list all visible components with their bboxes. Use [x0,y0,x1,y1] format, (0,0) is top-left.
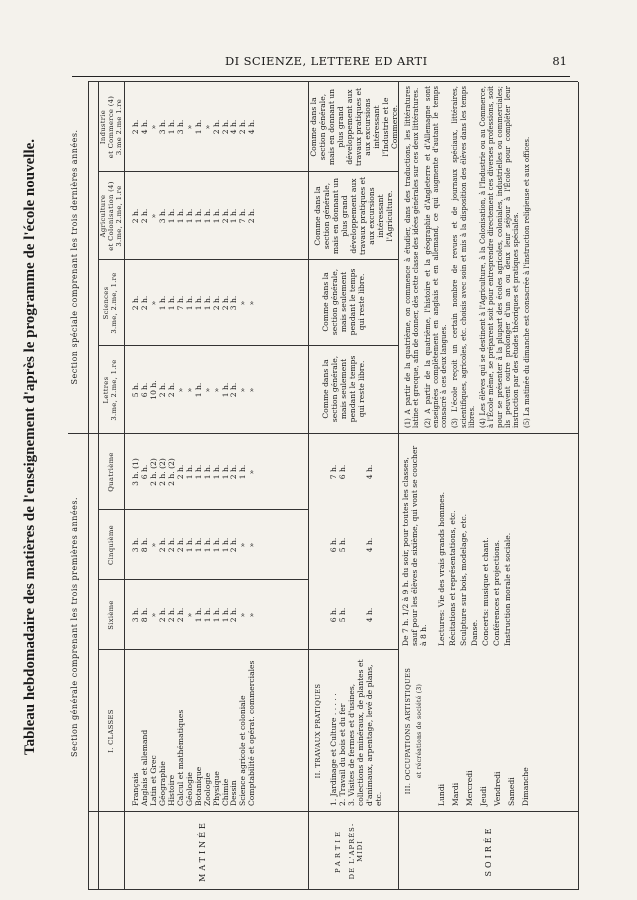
hours-cell: 2 h. [131,295,140,311]
col-header-agriculture-years: 3.me, 2.me, 1.re [115,185,124,247]
hours-cell: 1 h. [193,607,203,623]
col-header-cinquieme: Cinquième [107,525,115,565]
page-number: 81 [552,54,567,68]
hours-cell: 4 h. [139,119,149,135]
travaux-sixieme-1: 6 h. [329,607,338,623]
hours-cell: 2 h. [175,464,185,480]
activity-row: Danse. [469,619,479,646]
hours-cell: 3 h. [157,119,167,135]
industrie-hours [132,82,257,172]
footnote: (2) A partir de la quatrième, l'histoire et la géographie d'Angleterre et d'Allemagne sont enseignées complètement en anglais et en allemand, ce qui augmente d'autant le temps consacré à ces deux langues. [423,86,448,428]
day-row: Mardi [450,782,460,806]
subject-list [132,654,257,806]
hours-cell: 1 h. [184,537,194,553]
hours-cell: 2 h. [220,119,230,135]
activity-list [438,440,515,646]
hours-cell: 1 h. [193,537,203,553]
hours-cell: » [202,124,212,130]
hours-cell: 2 h. [166,382,176,398]
agriculture-hours [132,172,257,260]
hours-cell: 1 h. [202,607,212,623]
travaux-sixieme-2: 5 h. [337,607,347,623]
subject-row: Calcul et mathématiques [175,709,185,806]
footnote: (4) Les élèves qui se destinent à l'Agriculture, à la Colonisation, à l'Industrie ou au Commerce, à l'École même, se préparent soit pour entreprendre directement ces diverses professions, soit pour se présenter à la plupart des écoles agricoles, coloniales, industrielles ou commerciales; ils peuvent outre prolonger d'un an ou deux leur séjour à l'École pour compléter leur instruction par des études théoriques et pratiques spéciales. [479,86,520,428]
hours-cell: » [184,612,194,618]
travaux-cinquieme [330,510,375,580]
hours-cell: 2 h. [166,607,176,623]
hours-cell: 1 h. [211,537,221,553]
hours-cell: 1 h. [184,295,194,311]
row-divider-2 [398,82,399,890]
hours-cell: 1 h. [220,607,230,623]
hours-cell: 10 h. [148,380,158,400]
hours-cell: » [148,213,158,219]
occupations-subheading: et récréations de société (3) [416,683,423,779]
hours-cell: 3 h. [131,537,140,553]
hours-cell: 2 h. [247,208,257,224]
hours-cell: 3 h. [229,295,239,311]
travaux-quatrieme-1: 7 h. [329,464,338,480]
occupations-heading: III. OCCUPATIONS ARTISTIQUES [404,667,412,795]
cinquieme-hours [132,510,257,580]
hours-cell: 2 h. [157,537,167,553]
hours-cell: 2 h. [211,119,221,135]
hours-cell: 2 h. [238,119,248,135]
hours-cell: 1 h. [184,208,194,224]
footnote: (5) La matinée du dimanche est consacrée à l'instruction religieuse et aux offices. [523,136,532,428]
table-top-border [88,82,89,890]
travaux-cinquieme-2: 5 h. [337,537,347,553]
side-label-apres-midi: DE L'APRÈS-MIDI [348,822,365,880]
quatrieme-hours [132,434,257,510]
left-border [88,889,578,890]
footnote: (3) L'école reçoit un certain nombre de revues et de journaux spéciaux, littéraires, scientifiques, agricoles, etc. choisis avec soin et mis à la disposition des élèves dans les temps libres. [451,86,476,428]
hours-cell: 2 h. [175,537,185,553]
day-row: Jeudi [478,786,488,806]
table-title: Tableau hebdomadaire des matières de l'enseignement d'après le programme de l'école nouvelle. [22,138,38,756]
hours-cell: 5 h. [131,382,140,398]
day-row: Vendredi [492,771,502,806]
hours-cell: 1 h. [193,464,203,480]
hours-cell: 4 h. [247,119,257,135]
hours-cell: 1 h. [220,537,230,553]
activity-row: Récitations et représentations, etc. [447,510,457,646]
hours-cell: 1 h. [166,119,176,135]
col-header-industrie-title: Industrie [99,109,107,145]
header-bottom-line [124,82,125,890]
hours-cell: 2 h. [175,607,185,623]
col-header-lettres [102,346,118,434]
hours-cell: 2 h. [211,295,221,311]
hours-cell: 1 h. [166,208,176,224]
col-header-sixieme: Sixième [107,600,115,630]
hours-cell: 4 h. [229,119,239,135]
hours-cell: 2 h. [229,464,239,480]
day-row: Samedi [506,777,516,806]
hours-cell: 1 h. [220,464,230,480]
table-bottom-line [578,82,579,890]
travaux-agriculture: Comme dans la section générale, mais en donnant un plus grand développement aux travaux pratiques et aux excursions intéressant l'Agriculture. [313,176,394,256]
section-general-label: Section générale comprenant les trois premières années. [70,497,79,758]
hours-cell: 1 h. [193,382,203,398]
hours-cell: 2 h. [229,607,239,623]
hours-cell: » [247,612,257,618]
hours-cell: » [184,124,194,130]
col-header-lettres-years: 3.me, 2.me, 1.re [110,359,119,421]
hours-cell: 1 h. [211,208,221,224]
col-header-industrie-sub: et Commerce (4) [107,95,116,159]
hours-cell: » [148,124,158,130]
side-label-soiree: SOIRÉE [484,825,493,877]
travaux-cinquieme-3: 4 h. [364,537,374,553]
hours-cell: 3 h. [157,208,167,224]
subject-row: Zoologie [202,772,212,806]
hours-cell: 1 h. [166,295,176,311]
hours-cell: » [247,542,257,548]
travaux-item-2: 2. Travail du bois et du fer [337,703,347,806]
hours-cell: 2 h. [229,382,239,398]
hours-cell: 1 h. [175,208,185,224]
hours-cell: 3 h. [131,607,140,623]
hours-cell: » [184,387,194,393]
hours-cell: » [238,542,248,548]
travaux-sciences: Comme dans la section générale, mais seulement pendant le temps qui reste libre. [321,268,366,336]
col-header-quatrieme: Quatrième [107,452,115,492]
travaux-quatrieme-2: 6 h. [337,464,347,480]
hours-cell: 2 h. (2) [157,458,167,486]
activity-row: Conférences et projections. [491,539,501,646]
hours-cell: 1 h. [202,464,212,480]
activity-row: Instruction morale et sociale. [502,532,512,646]
col-header-industrie [99,82,123,172]
hours-cell: 1 h. [184,464,194,480]
schedule-note: De 7 h. 1/2 à 9 h. du soir, pour toutes les classes, sauf pour les élèves de sixième, qui vont se coucher à 8 h. [401,445,428,646]
travaux-cinquieme-1: 6 h. [329,537,338,553]
lettres-hours [132,346,257,434]
day-row: Dimanche [520,767,530,806]
hours-cell: 7 h. [175,295,185,311]
running-header [0,54,637,74]
hours-cell: » [247,469,257,475]
hours-cell: 7 h. [238,208,248,224]
hours-cell: 1 h. [193,119,203,135]
hours-cell: 6 h. [139,382,149,398]
col-header-lettres-title: Lettres [102,376,110,404]
hours-cell: 1 h. [202,537,212,553]
travaux-item-1: 1. Jardinage et Culture . . . . . [329,693,338,806]
subject-row: Chimie [220,778,230,806]
footnotes [404,86,535,428]
col-header-agriculture [99,172,123,260]
section-special-label: Section spéciale comprenant les trois dernières années. [70,129,79,385]
activity-row: Sculpture sur bois, modelage, etc. [458,513,468,646]
col-header-agriculture-sub: et Colonisation (4) [107,181,116,251]
day-row: Mercredi [464,770,474,806]
subject-row: Histoire [166,774,176,806]
hours-cell: 1 h. [202,295,212,311]
hours-cell: » [148,612,158,618]
hours-cell: 3 h. (1) [131,458,140,486]
subject-row: Physique [211,771,221,806]
subject-row: Français [131,772,140,806]
travaux-items [330,652,384,806]
hours-cell: 2 h. [131,208,140,224]
travaux-lettres: Comme dans la section générale, mais seulement pendant le temps qui reste libre. [321,355,366,423]
running-head: DI SCIENZE, LETTERE ED ARTI [225,54,428,68]
hours-cell: 1 h. [211,607,221,623]
hours-cell: 2 h. [166,537,176,553]
header-rule [72,76,570,77]
hours-cell: » [148,300,158,306]
rotated-table [22,82,578,882]
travaux-sixieme [330,580,375,650]
hours-cell: 8 h. [139,537,149,553]
hours-cell: 2 h. [220,295,230,311]
hours-cell: » [175,387,185,393]
hours-cell: 1 h. [211,464,221,480]
col-header-sciences-title: Sciences [102,286,110,320]
subject-row: Latin et Grec [148,755,158,806]
travaux-quatrieme-3: 4 h. [364,464,374,480]
hours-cell: 1 h. [157,295,167,311]
sixieme-hours [132,580,257,650]
hours-cell: 2 h. [139,295,149,311]
day-row: Lundi [437,783,446,806]
activity-row: Lectures: Vie des vrais grands hommes. [437,491,446,646]
travaux-heading: II. TRAVAUX PRATIQUES [314,683,322,779]
sciences-hours [132,260,257,346]
travaux-item-3: 3. Visites de fermes et d'usines, collections de minéraux, de plantes et d'animaux, arpentage, levé de plans, etc. [346,659,383,806]
hours-cell: » [238,300,248,306]
hours-cell: » [238,612,248,618]
col-header-industrie-years: 3.me 2.me 1.re [115,98,124,156]
row-divider-1 [308,82,309,890]
col-header-sciences [102,260,118,346]
travaux-sixieme-3: 4 h. [364,607,374,623]
travaux-quatrieme [330,434,375,510]
hours-cell: 2 h. [131,119,140,135]
hours-cell: » [247,300,257,306]
subject-row: Géographie [157,761,167,806]
hours-cell: 1 h. [229,208,239,224]
hours-cell: 2 h. [157,607,167,623]
subject-row: Science agricole et coloniale [238,695,248,806]
subject-row: Comptabilité et opérat. commerciales [247,660,257,806]
col-header-agriculture-title: Agriculture [99,194,107,238]
hours-cell: » [238,387,248,393]
subject-row: Anglais et allemand [139,729,149,806]
hours-cell: 1 h. [220,382,230,398]
hours-cell: 1 h. [238,464,248,480]
hours-cell: 2 h. [220,208,230,224]
hours-cell: 6 h. [139,464,149,480]
col-header-classes: I. CLASSES [107,709,115,753]
hours-cell: » [211,387,221,393]
footnote: (1) A partir de la quatrième, on commence à étudier, dans des traductions, les littératures latine et grecque, afin de donner, dès cette classe des idées générales sur ces deux littératures. [404,86,421,428]
travaux-industrie: Comme dans la section générale, mais en donnant un plus grand développement aux travaux pratiques et aux excursions intéressant l'Industrie et le Commerce. [309,87,399,167]
hours-cell: 8 h. [139,607,149,623]
hours-cell: 1 h. [202,208,212,224]
hours-cell: 3 h. [175,119,185,135]
hours-cell: » [202,387,212,393]
subject-row: Botanique [193,766,203,806]
side-label-partie: PARTIE [334,828,342,874]
hours-cell: 2 h. [139,208,149,224]
subject-row: Dessin [229,780,239,806]
side-divider [88,811,578,812]
hours-cell: 2 h. [229,537,239,553]
subject-row: Géologie [184,772,194,806]
col-header-sciences-years: 3.me, 2.me, 1.re [110,272,119,334]
day-list [438,656,536,806]
hours-cell: » [148,542,158,548]
hours-cell: 2 h. (2) [166,458,176,486]
hours-cell: 2 h. (2) [148,458,158,486]
hours-cell: 1 h. [193,295,203,311]
hours-cell: » [247,387,257,393]
side-label-matinee: MATINÉE [198,820,207,882]
hours-cell: 1 h. [193,208,203,224]
activity-row: Concerts: musique et chant. [480,537,490,646]
hours-cell: 2 h. [157,382,167,398]
